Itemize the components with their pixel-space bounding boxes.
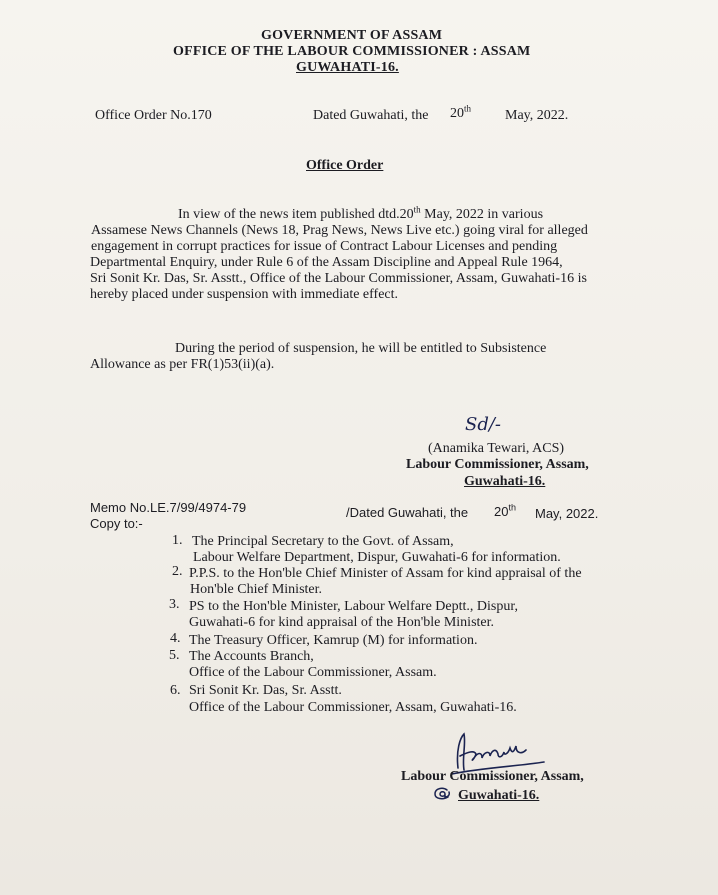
list-item-number: 2. <box>172 564 183 579</box>
list-item-line: The Treasury Officer, Kamrup (M) for information. <box>189 633 478 648</box>
list-item-line: Office of the Labour Commissioner, Assam, Guwahati-16. <box>189 700 517 715</box>
para2-line1: During the period of suspension, he will be entitled to Subsistence <box>175 341 547 356</box>
order-month-year: May, 2022. <box>505 108 569 123</box>
para1-line4: Departmental Enquiry, under Rule 6 of the Assam Discipline and Appeal Rule 1964, <box>90 255 563 270</box>
copy-to-label: Copy to:- <box>90 516 143 531</box>
memo-number: Memo No.LE.7/99/4974-79 <box>90 500 247 515</box>
list-item-line: Sri Sonit Kr. Das, Sr. Asstt. <box>189 683 342 698</box>
list-item-line: Hon'ble Chief Minister. <box>190 582 323 597</box>
list-item-number: 1. <box>172 533 183 548</box>
list-item-line: Guwahati-6 for kind appraisal of the Hon'ble Minister. <box>189 615 495 630</box>
list-item-line: The Accounts Branch, <box>189 649 314 664</box>
signatory-designation: Labour Commissioner, Assam, <box>406 457 589 472</box>
list-item-line: PS to the Hon'ble Minister, Labour Welfare Deptt., Dispur, <box>189 599 518 614</box>
header-city: GUWAHATI-16. <box>296 60 399 75</box>
para1-line6: hereby placed under suspension with immediate effect. <box>90 287 399 302</box>
para1-line5: Sri Sonit Kr. Das, Sr. Asstt., Office of the Labour Commissioner, Assam, Guwahati-16 is <box>90 271 587 286</box>
list-item-line: Office of the Labour Commissioner, Assam. <box>189 665 437 680</box>
order-dated-prefix: Dated Guwahati, the <box>313 108 429 123</box>
signatory2-place: Guwahati-16. <box>458 788 540 803</box>
para1-line1: In view of the news item published dtd.20th May, 2022 in various <box>178 204 544 222</box>
para2-line2: Allowance as per FR(1)53(ii)(a). <box>90 357 275 372</box>
signatory2-designation: Labour Commissioner, Assam, <box>401 769 584 784</box>
list-item-number: 4. <box>170 631 181 646</box>
list-item-line: P.P.S. to the Hon'ble Chief Minister of Assam for kind appraisal of the <box>189 566 582 581</box>
para1-line3: engagement in corrupt practices for issue of Contract Labour Licenses and pending <box>91 239 558 254</box>
list-item-line: The Principal Secretary to the Govt. of Assam, <box>192 534 454 549</box>
header-government: GOVERNMENT OF ASSAM <box>261 28 443 43</box>
memo-day: 20th <box>494 502 516 519</box>
order-day: 20th <box>450 103 472 121</box>
memo-month-year: May, 2022. <box>535 506 599 521</box>
memo-dated-prefix: /Dated Guwahati, the <box>346 505 469 520</box>
signatory-name: (Anamika Tewari, ACS) <box>428 441 565 456</box>
para1-line2: Assamese News Channels (News 18, Prag News, News Live etc.) going viral for alleged <box>91 223 588 238</box>
list-item-number: 5. <box>169 648 180 663</box>
list-item-line: Labour Welfare Department, Dispur, Guwahati-6 for information. <box>193 550 561 565</box>
at-mark-icon <box>432 786 454 802</box>
sd-signature-mark: Sd/- <box>465 414 501 435</box>
signatory-place: Guwahati-16. <box>464 474 546 489</box>
header-office: OFFICE OF THE LABOUR COMMISSIONER : ASSAM <box>173 44 531 59</box>
list-item-number: 6. <box>170 683 181 698</box>
office-order-title: Office Order <box>306 158 384 173</box>
order-number: Office Order No.170 <box>95 108 212 123</box>
list-item-number: 3. <box>169 597 180 612</box>
